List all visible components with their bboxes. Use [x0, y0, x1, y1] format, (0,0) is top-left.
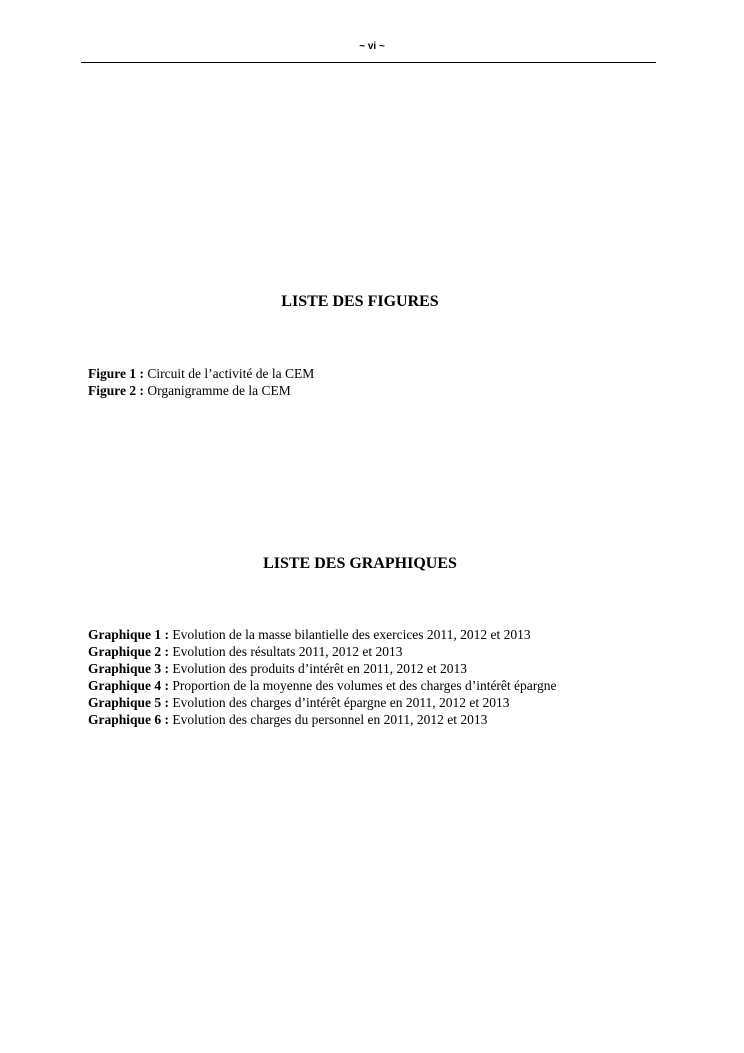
graph-label: Graphique 6 :: [88, 712, 170, 727]
graph-entry: [88, 626, 557, 643]
graphs-list-title: LISTE DES GRAPHIQUES: [263, 555, 457, 572]
graphs-list: [88, 626, 557, 728]
graph-entry: [88, 660, 557, 677]
graph-caption: Evolution des résultats 2011, 2012 et 2013: [172, 644, 403, 659]
graph-entry: [88, 711, 557, 728]
graph-caption: Evolution de la masse bilantielle des exercices 2011, 2012 et 2013: [172, 627, 531, 642]
graph-label: Graphique 1 :: [88, 627, 170, 642]
graph-caption: Evolution des charges d’intérêt épargne en 2011, 2012 et 2013: [172, 695, 510, 710]
graph-entry: [88, 694, 557, 711]
graph-label: Graphique 3 :: [88, 661, 170, 676]
figures-list-title: LISTE DES FIGURES: [281, 293, 439, 310]
graph-caption: Evolution des produits d’intérêt en 2011, 2012 et 2013: [172, 661, 467, 676]
figures-list: [88, 365, 314, 399]
graph-entry: [88, 677, 557, 694]
page-number-header: ~ vi ~: [359, 41, 385, 52]
figure-caption: Circuit de l’activité de la CEM: [147, 366, 315, 381]
graph-caption: Evolution des charges du personnel en 2011, 2012 et 2013: [172, 712, 488, 727]
figure-entry: [88, 382, 314, 399]
graph-entry: [88, 643, 557, 660]
graph-label: Graphique 2 :: [88, 644, 170, 659]
header-divider: [81, 62, 656, 63]
figure-entry: [88, 365, 314, 382]
graph-caption: Proportion de la moyenne des volumes et des charges d’intérêt épargne: [172, 678, 557, 693]
figure-label: Figure 1 :: [88, 366, 144, 381]
graph-label: Graphique 4 :: [88, 678, 170, 693]
graph-label: Graphique 5 :: [88, 695, 170, 710]
figure-label: Figure 2 :: [88, 383, 144, 398]
figure-caption: Organigramme de la CEM: [147, 383, 291, 398]
